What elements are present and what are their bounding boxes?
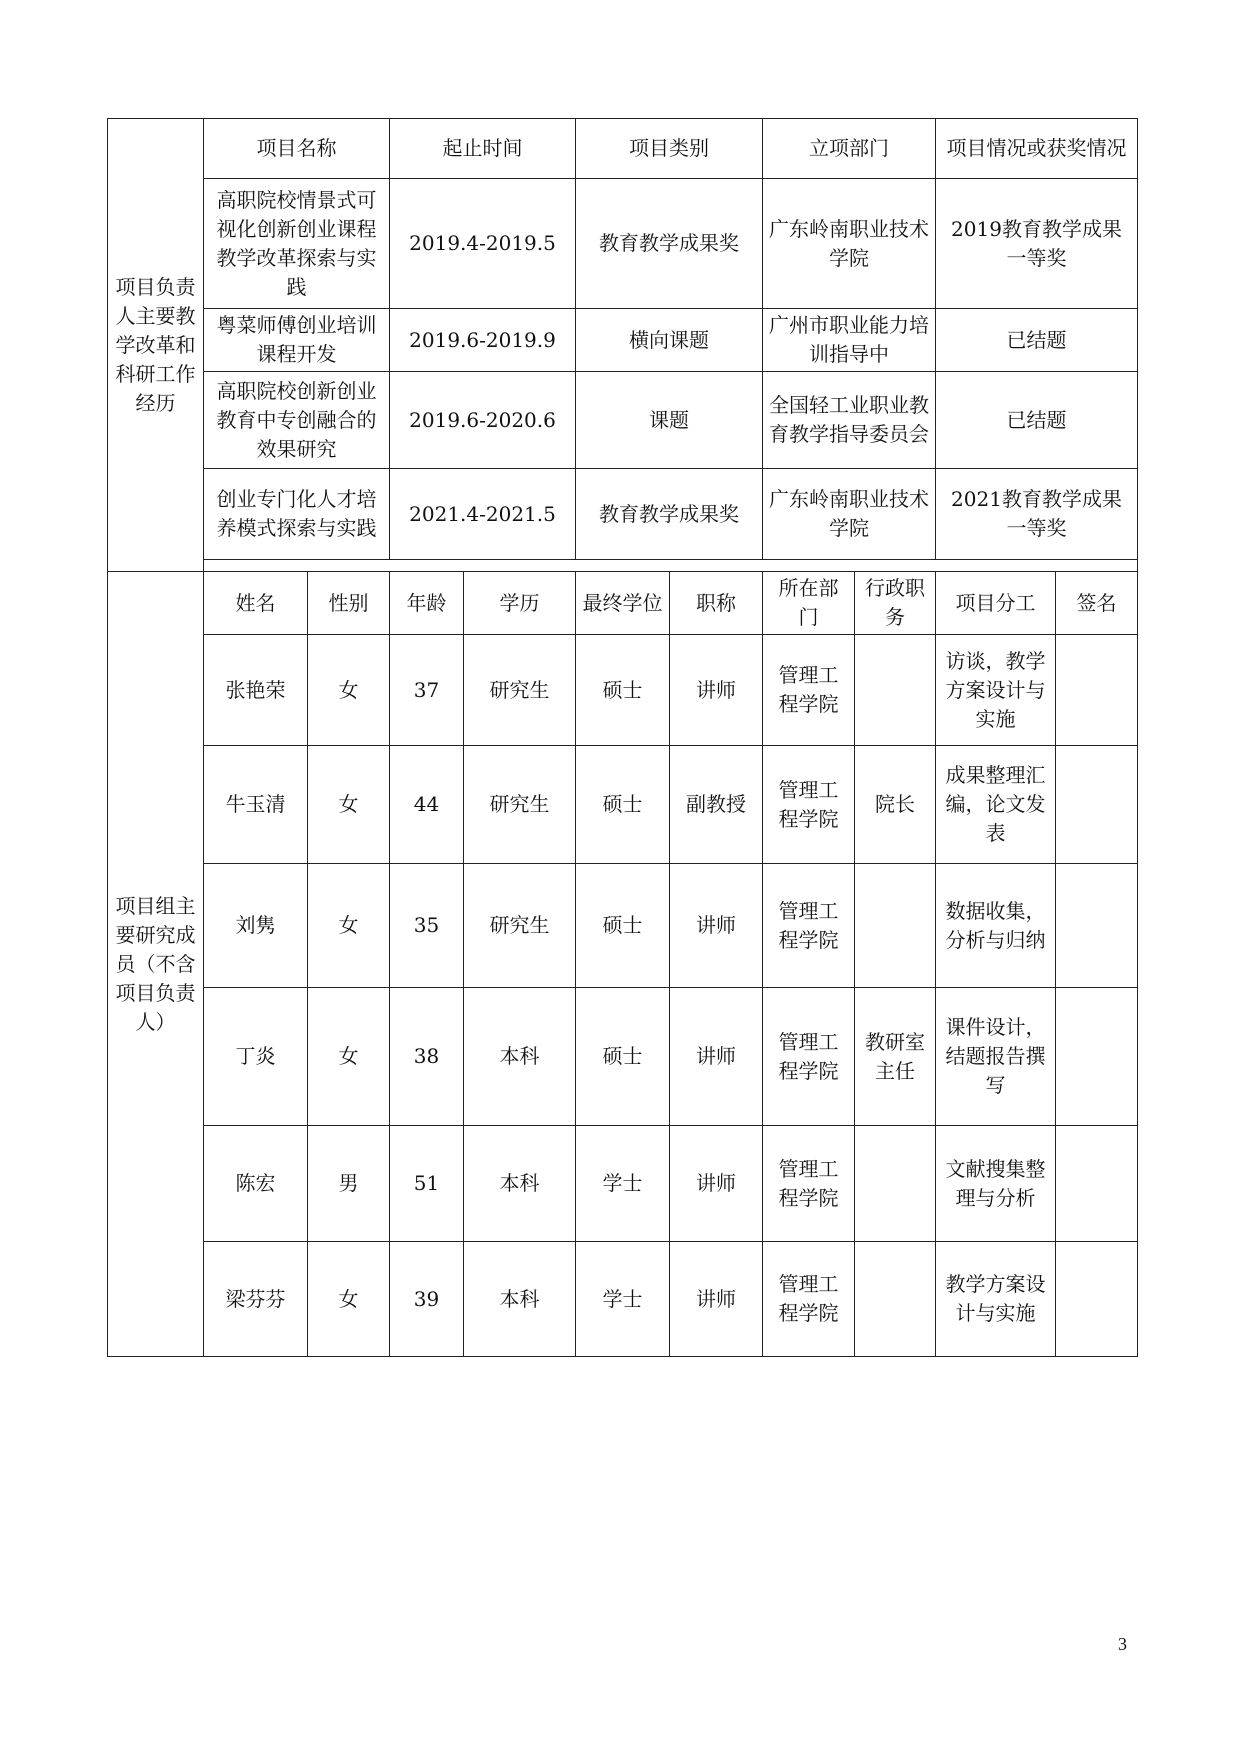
member-position: 教研室主任 bbox=[855, 988, 936, 1126]
project-department: 全国轻工业职业教育教学指导委员会 bbox=[763, 372, 936, 469]
member-signature bbox=[1056, 746, 1138, 864]
member-gender: 女 bbox=[308, 746, 390, 864]
header-member-name: 姓名 bbox=[204, 572, 308, 635]
member-title: 讲师 bbox=[670, 1126, 763, 1242]
application-form-table bbox=[107, 118, 1138, 1357]
member-title: 副教授 bbox=[670, 746, 763, 864]
member-row bbox=[108, 864, 1138, 988]
member-degree: 硕士 bbox=[576, 864, 670, 988]
member-row bbox=[108, 746, 1138, 864]
member-position bbox=[855, 1126, 936, 1242]
header-member-dept: 所在部门 bbox=[763, 572, 855, 635]
member-age: 44 bbox=[390, 746, 464, 864]
project-status: 2019教育教学成果一等奖 bbox=[936, 179, 1138, 309]
section2-side-label: 项目组主要研究成员（不含项目负责人） bbox=[108, 572, 204, 1357]
header-education: 学历 bbox=[464, 572, 576, 635]
member-education: 本科 bbox=[464, 1126, 576, 1242]
header-project-name: 项目名称 bbox=[204, 119, 390, 179]
member-degree: 硕士 bbox=[576, 746, 670, 864]
member-name: 牛玉清 bbox=[204, 746, 308, 864]
member-row bbox=[108, 635, 1138, 746]
member-signature bbox=[1056, 1242, 1138, 1357]
project-name: 粤菜师傅创业培训课程开发 bbox=[204, 309, 390, 372]
member-title: 讲师 bbox=[670, 1242, 763, 1357]
project-name: 创业专门化人才培养模式探索与实践 bbox=[204, 469, 390, 560]
member-role: 成果整理汇编，论文发表 bbox=[936, 746, 1056, 864]
header-period: 起止时间 bbox=[390, 119, 576, 179]
member-signature bbox=[1056, 1126, 1138, 1242]
project-row bbox=[108, 309, 1138, 372]
member-dept: 管理工程学院 bbox=[763, 746, 855, 864]
member-name: 刘隽 bbox=[204, 864, 308, 988]
project-status: 已结题 bbox=[936, 372, 1138, 469]
header-category: 项目类别 bbox=[576, 119, 763, 179]
member-name: 陈宏 bbox=[204, 1126, 308, 1242]
member-age: 35 bbox=[390, 864, 464, 988]
project-department: 广东岭南职业技术学院 bbox=[763, 179, 936, 309]
header-signature: 签名 bbox=[1056, 572, 1138, 635]
member-position bbox=[855, 1242, 936, 1357]
member-signature bbox=[1056, 988, 1138, 1126]
member-age: 51 bbox=[390, 1126, 464, 1242]
member-education: 本科 bbox=[464, 988, 576, 1126]
member-dept: 管理工程学院 bbox=[763, 864, 855, 988]
member-position bbox=[855, 864, 936, 988]
project-status: 已结题 bbox=[936, 309, 1138, 372]
section-gap bbox=[204, 560, 1138, 572]
project-period: 2019.6-2019.9 bbox=[390, 309, 576, 372]
member-degree: 硕士 bbox=[576, 635, 670, 746]
project-period: 2021.4-2021.5 bbox=[390, 469, 576, 560]
member-gender: 女 bbox=[308, 635, 390, 746]
member-signature bbox=[1056, 635, 1138, 746]
member-gender: 男 bbox=[308, 1126, 390, 1242]
member-degree: 学士 bbox=[576, 1126, 670, 1242]
project-name: 高职院校创新创业教育中专创融合的效果研究 bbox=[204, 372, 390, 469]
member-name: 丁炎 bbox=[204, 988, 308, 1126]
member-role: 访谈，教学方案设计与实施 bbox=[936, 635, 1056, 746]
project-status: 2021教育教学成果一等奖 bbox=[936, 469, 1138, 560]
project-row bbox=[108, 179, 1138, 309]
header-age: 年龄 bbox=[390, 572, 464, 635]
project-category: 教育教学成果奖 bbox=[576, 469, 763, 560]
project-category: 教育教学成果奖 bbox=[576, 179, 763, 309]
header-department: 立项部门 bbox=[763, 119, 936, 179]
member-title: 讲师 bbox=[670, 988, 763, 1126]
member-role: 教学方案设计与实施 bbox=[936, 1242, 1056, 1357]
project-name: 高职院校情景式可视化创新创业课程教学改革探索与实践 bbox=[204, 179, 390, 309]
member-role: 文献搜集整理与分析 bbox=[936, 1126, 1056, 1242]
member-gender: 女 bbox=[308, 864, 390, 988]
project-category: 课题 bbox=[576, 372, 763, 469]
section1-side-label: 项目负责人主要教学改革和科研工作经历 bbox=[108, 119, 204, 572]
header-status: 项目情况或获奖情况 bbox=[936, 119, 1138, 179]
member-education: 本科 bbox=[464, 1242, 576, 1357]
section2-header-row bbox=[108, 572, 1138, 635]
member-degree: 学士 bbox=[576, 1242, 670, 1357]
member-row bbox=[108, 988, 1138, 1126]
project-department: 广州市职业能力培训指导中 bbox=[763, 309, 936, 372]
member-role: 数据收集，分析与归纳 bbox=[936, 864, 1056, 988]
header-position: 行政职务 bbox=[855, 572, 936, 635]
member-dept: 管理工程学院 bbox=[763, 1242, 855, 1357]
header-title: 职称 bbox=[670, 572, 763, 635]
member-gender: 女 bbox=[308, 1242, 390, 1357]
member-degree: 硕士 bbox=[576, 988, 670, 1126]
section1-header-row bbox=[108, 119, 1138, 179]
header-degree: 最终学位 bbox=[576, 572, 670, 635]
member-education: 研究生 bbox=[464, 864, 576, 988]
member-dept: 管理工程学院 bbox=[763, 1126, 855, 1242]
member-gender: 女 bbox=[308, 988, 390, 1126]
member-age: 39 bbox=[390, 1242, 464, 1357]
project-category: 横向课题 bbox=[576, 309, 763, 372]
header-gender: 性别 bbox=[308, 572, 390, 635]
project-period: 2019.4-2019.5 bbox=[390, 179, 576, 309]
project-department: 广东岭南职业技术学院 bbox=[763, 469, 936, 560]
member-signature bbox=[1056, 864, 1138, 988]
member-position: 院长 bbox=[855, 746, 936, 864]
member-education: 研究生 bbox=[464, 746, 576, 864]
member-education: 研究生 bbox=[464, 635, 576, 746]
member-age: 37 bbox=[390, 635, 464, 746]
member-role: 课件设计，结题报告撰写 bbox=[936, 988, 1056, 1126]
member-title: 讲师 bbox=[670, 635, 763, 746]
project-row bbox=[108, 469, 1138, 560]
project-row bbox=[108, 372, 1138, 469]
member-name: 梁芬芬 bbox=[204, 1242, 308, 1357]
section-gap-row bbox=[108, 560, 1138, 572]
member-name: 张艳荣 bbox=[204, 635, 308, 746]
member-row bbox=[108, 1126, 1138, 1242]
member-title: 讲师 bbox=[670, 864, 763, 988]
page-number: 3 bbox=[1118, 1634, 1127, 1654]
member-row bbox=[108, 1242, 1138, 1357]
member-position bbox=[855, 635, 936, 746]
member-dept: 管理工程学院 bbox=[763, 635, 855, 746]
header-role: 项目分工 bbox=[936, 572, 1056, 635]
project-period: 2019.6-2020.6 bbox=[390, 372, 576, 469]
member-dept: 管理工程学院 bbox=[763, 988, 855, 1126]
member-age: 38 bbox=[390, 988, 464, 1126]
